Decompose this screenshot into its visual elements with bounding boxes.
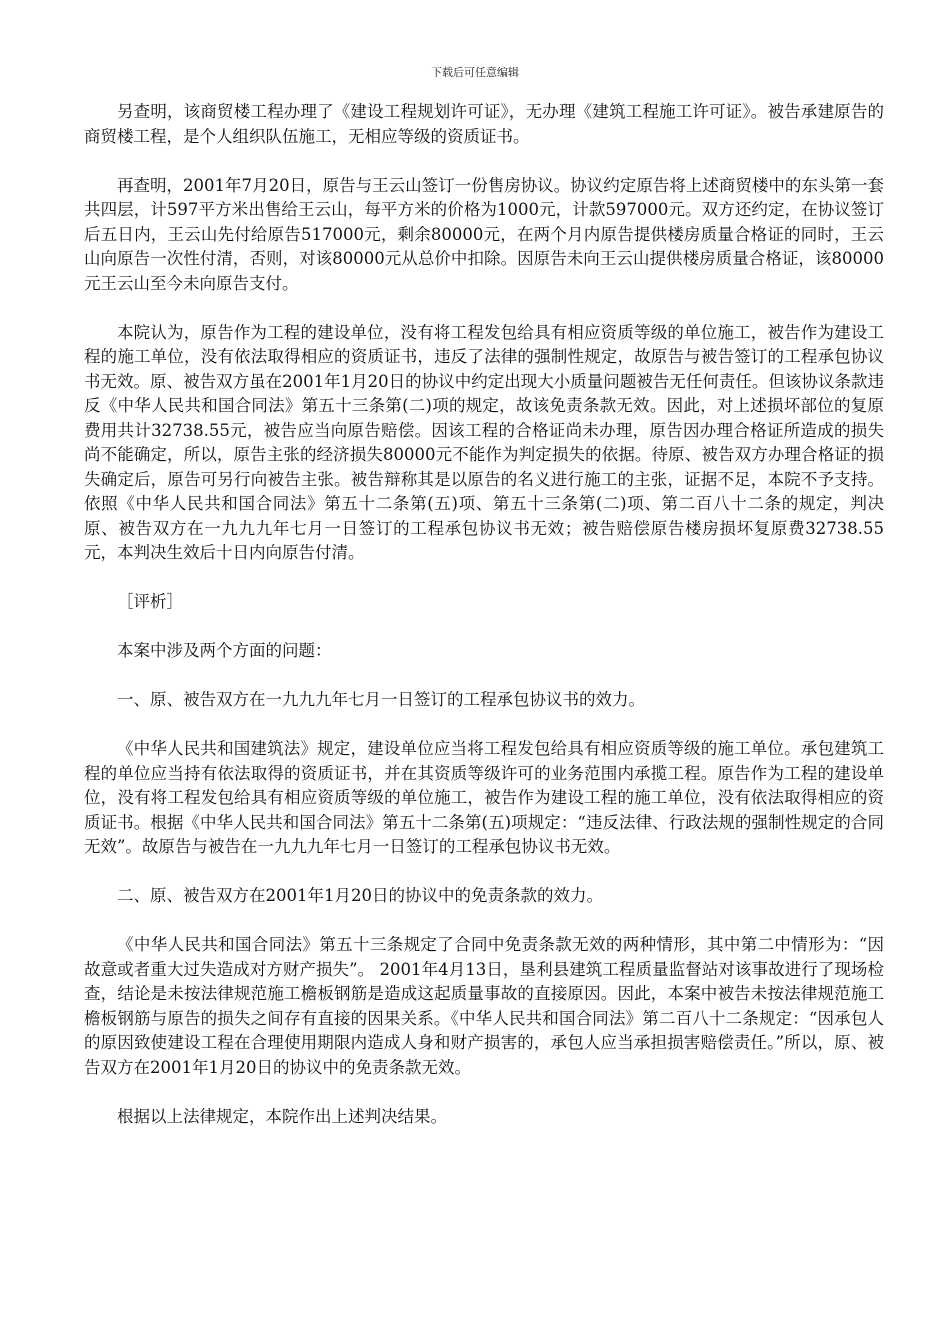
paragraph-further-finding: 另查明，该商贸楼工程办理了《建设工程规划许可证》，无办理《建筑工程施工许可证》。被告承建原告的商贸楼工程，是个人组织队伍施工，无相应等级的资质证书。	[84, 102, 884, 146]
paragraph-issue-two-analysis: 《中华人民共和国合同法》第五十三条规定了合同中免责条款无效的两种情形，其中第二中情形为：“因故意或者重大过失造成对方财产损失”。 2001年4月13日，垦利县建筑工程质量监督站对该事故进行了现场检查，结论是未按法律规范施工檐板钢筋是造成这起质量事故的直接原因。因此，本案中被告未按法律规范施工檐板钢筋与原告的损失之间存有直接的因果关系。《中华人民共和国合同法》第二百八十二条规定：“因承包人的原因致使建设工程在合理使用期限内造成人身和财产损害的，承包人应当承担损害赔偿责任。”所以，原、被告双方在2001年1月20日的协议中的免责条款无效。	[84, 935, 884, 1077]
paragraph-court-opinion: 本院认为，原告作为工程的建设单位，没有将工程发包给具有相应资质等级的单位施工，被告作为建设工程的施工单位，没有依法取得相应的资质证书，违反了法律的强制性规定，故原告与被告签订的工程承包协议书无效。原、被告双方虽在2001年1月20日的协议中约定出现大小质量问题被告无任何责任。但该协议条款违反《中华人民共和国合同法》第五十三条第(二)项的规定，故该免责条款无效。因此，对上述损坏部位的复原费用共计32738.55元，被告应当向原告赔偿。因该工程的合格证尚未办理，原告因办理合格证所造成的损失尚不能确定，所以，原告主张的经济损失80000元不能作为判定损失的依据。待原、被告双方办理合格证的损失确定后，原告可另行向被告主张。被告辩称其是以原告的名义进行施工的主张，证据不足，本院不予支持。依照《中华人民共和国合同法》第五十二条第(五)项、第五十三条第(二)项、第二百八十二条的规定，判决原、被告双方在一九九九年七月一日签订的工程承包协议书无效；被告赔偿原告楼房损坏复原费32738.55元，本判决生效后十日内向原告付清。	[84, 322, 884, 562]
issue-heading-two: 二、原、被告双方在2001年1月20日的协议中的免责条款的效力。	[117, 886, 603, 905]
paragraph-conclusion: 根据以上法律规定，本院作出上述判决结果。	[117, 1106, 447, 1126]
paragraph-issue-one-analysis: 《中华人民共和国建筑法》规定，建设单位应当将工程发包给具有相应资质等级的施工单位。承包建筑工程的单位应当持有依法取得的资质证书，并在其资质等级许可的业务范围内承揽工程。原告作为工程的建设单位，没有将工程发包给具有相应资质等级的单位施工，被告作为建设工程的施工单位，没有依法取得相应的资质证书。根据《中华人民共和国合同法》第五十二条第(五)项规定：“违反法律、行政法规的强制性规定的合同无效”。故原告与被告在一九九九年七月一日签订的工程承包协议书无效。	[84, 739, 884, 856]
paragraph-issues-intro: 本案中涉及两个方面的问题：	[117, 641, 332, 660]
page-header-note: 下载后可任意编辑	[431, 66, 519, 79]
paragraph-sales-agreement: 再查明，2001年7月20日，原告与王云山签订一份售房协议。协议约定原告将上述商贸楼中的东头第一套共四层，计597平方米出售给王云山，每平方米的价格为1000元，计款597000元。双方还约定，在协议签订后五日内，王云山先付给原告517000元，剩余80000元，在两个月内原告提供楼房质量合格证的同时，王云山向原告一次性付清，否则，对该80000元从总价中扣除。因原告未向王云山提供楼房质量合格证，该80000元王云山至今未向原告支付。	[84, 175, 884, 293]
document-body	[84, 100, 884, 1154]
section-heading-analysis: ［评析］	[117, 592, 183, 611]
issue-heading-one: 一、原、被告双方在一九九九年七月一日签订的工程承包协议书的效力。	[117, 690, 645, 709]
